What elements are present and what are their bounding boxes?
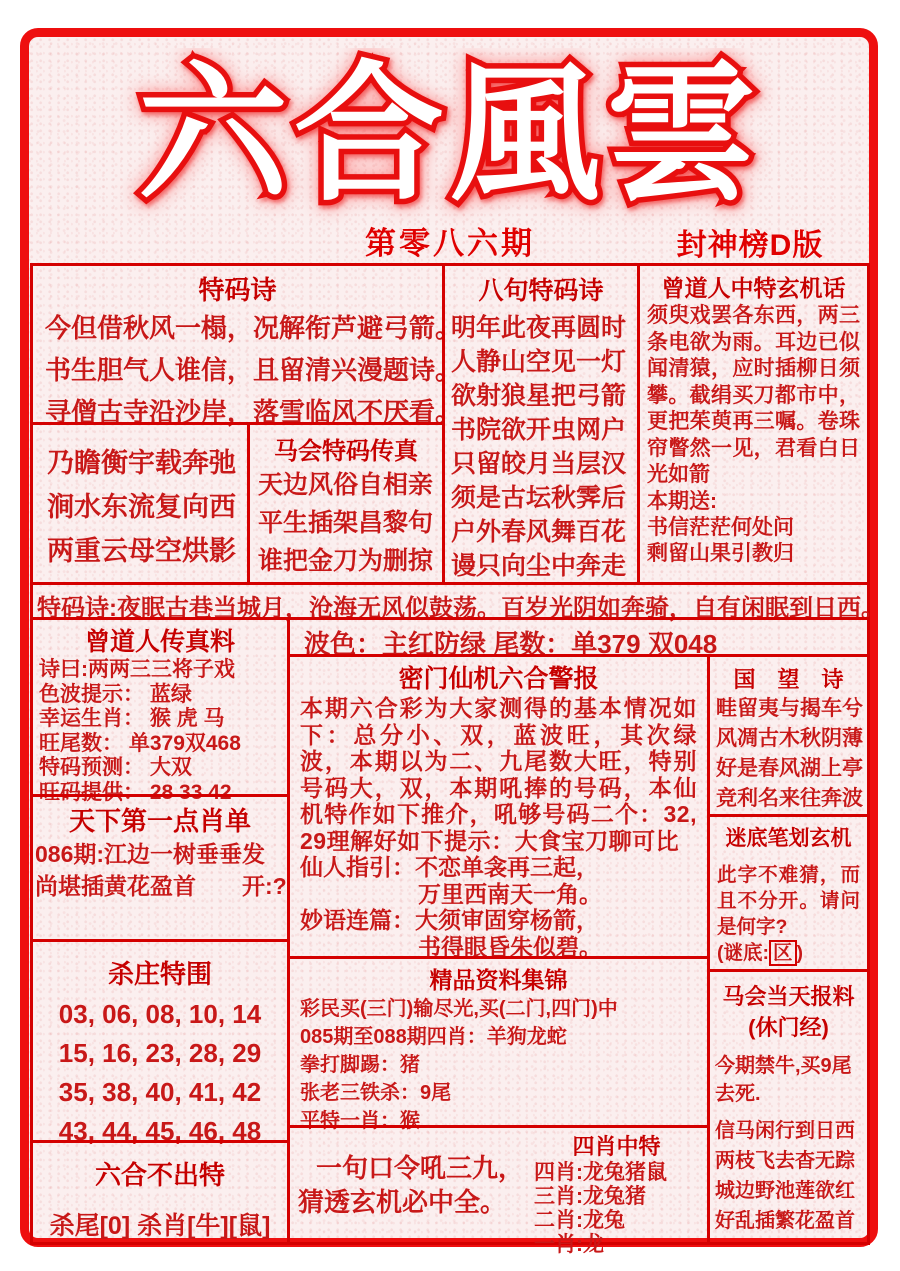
box-subtitle: (休门经) bbox=[748, 1015, 829, 1040]
page-title: 六合風雲 bbox=[137, 50, 763, 218]
info-line: 幸运生肖： 猴 虎 马 bbox=[39, 707, 225, 730]
poem-line: 两重云母空烘影 bbox=[47, 536, 236, 566]
riddle-answer bbox=[717, 940, 860, 966]
info-line: 旺尾数： 单379双468 bbox=[39, 731, 241, 755]
tip-line: 平特一肖：猴 bbox=[300, 1110, 420, 1132]
box-buchute bbox=[30, 1140, 290, 1245]
poem-line: 书生胆气人谁信，且留清兴漫题诗。 bbox=[45, 355, 462, 385]
box-title: 杀庄特围 bbox=[107, 959, 212, 989]
poem-line: 谁把金刀为删掠 bbox=[258, 547, 434, 575]
box-title: 精品资料集锦 bbox=[429, 967, 568, 993]
masthead-title-art bbox=[40, 48, 860, 233]
poem-line: 竞利名来往奔波 bbox=[716, 787, 863, 810]
box-guowang-shi bbox=[707, 654, 870, 817]
report-line: 城边野池莲欲红 bbox=[715, 1180, 855, 1202]
box-shazhuang bbox=[30, 939, 290, 1146]
box-title: 密门仙机六合警报 bbox=[398, 665, 599, 693]
forecast-body: 本期六合彩为大家测得的基本情况如下：总分小、双，蓝波旺，其次绿波，本期以为二、九尾数大旺，特别号码大，双，本期吼捧的号码，本仙机特作如下推介，吼够号码二个：32,29理解好如下提示：大食宝刀聊可比 bbox=[300, 695, 697, 854]
box-kouling-sixiao bbox=[287, 1125, 710, 1256]
poem-line: 书信茫茫何处问 bbox=[647, 515, 794, 539]
poem-line: 户外春风舞百花 bbox=[451, 518, 627, 546]
box-title: 四肖中特 bbox=[572, 1134, 661, 1159]
poem-line: 欲射狼星把弓箭 bbox=[451, 382, 627, 410]
poem-line: 风凋古木秋阴薄 bbox=[716, 727, 863, 750]
box-title: 天下第一点肖单 bbox=[68, 806, 251, 836]
riddle-answer-suffix: ) bbox=[796, 942, 804, 964]
box-mimen-jingbao bbox=[287, 654, 710, 959]
zodiac-line: 一肖:龙 bbox=[534, 1233, 604, 1256]
guide-line: 万里西南天一角。 bbox=[418, 880, 602, 907]
number-line: 35, 38, 40, 41, 42 bbox=[58, 1077, 262, 1107]
box-chuanzhen-liao bbox=[30, 617, 290, 804]
info-line: 诗曰:两两三三将子戏 bbox=[39, 658, 235, 681]
poem-line: 畦留夷与揭车兮 bbox=[716, 697, 863, 720]
kill-line: 杀尾[0] 杀肖[牛][鼠] bbox=[49, 1212, 271, 1240]
edition-label: 封神榜D版 bbox=[676, 229, 824, 262]
poem-line: 平生插架昌黎句 bbox=[258, 509, 434, 537]
zodiac-line: 三肖:龙兔猪 bbox=[534, 1185, 646, 1208]
zodiac-line: 二肖:龙兔 bbox=[534, 1209, 625, 1232]
box-title: 迷底笔划玄机 bbox=[725, 827, 852, 850]
strip-text: 波色：主红防绿 尾数：单379 双048 bbox=[304, 629, 718, 659]
box-title: 马会当天报料 bbox=[722, 984, 855, 1009]
strip-tema-shi bbox=[30, 582, 885, 622]
mystery-body: 须臾戏罢各东西，两三条电欲为雨。耳边已似闻清猿，应时插柳日须攀。截绢买刀都市中，更把茱萸再三嘱。卷珠帘瞥然一见，君看白日光如箭 bbox=[647, 304, 860, 486]
kouling-block bbox=[298, 1130, 534, 1240]
strip-bose bbox=[287, 617, 870, 657]
poem-line: 只留皎月当层汉 bbox=[451, 450, 627, 478]
hint-line: 尚堪插黄花盈首 开:? bbox=[35, 873, 287, 899]
info-line: 旺码提供： 28 33 42 bbox=[39, 780, 232, 804]
slogan-line: 猜透玄机必中全。 bbox=[298, 1187, 507, 1217]
poem-line: 剩留山果引教归 bbox=[647, 541, 794, 565]
poem-line: 乃瞻衡宇载奔弛 bbox=[47, 448, 236, 478]
poem-line: 人静山空见一灯 bbox=[451, 348, 627, 376]
tip-line: 085期至088期四肖：羊狗龙蛇 bbox=[300, 1026, 567, 1048]
box-dianxiao-dan bbox=[30, 794, 290, 942]
riddle-answer-prefix: (谜底: bbox=[717, 942, 769, 964]
number-line: 15, 16, 23, 28, 29 bbox=[58, 1038, 262, 1068]
info-line: 色波提示： 蓝绿 bbox=[39, 682, 192, 706]
guide-line: 仙人指引：不恋单衾再三起， bbox=[300, 854, 599, 880]
poem-line: 明年此夜再圆时 bbox=[451, 314, 627, 342]
tip-line: 彩民买(三门)输尽光,买(二门,四门)中 bbox=[300, 998, 618, 1020]
box-title: 曾道人中特玄机话 bbox=[661, 275, 846, 301]
box-midi-xuanji bbox=[707, 814, 870, 972]
box-mahui-chuanzhen bbox=[247, 422, 445, 585]
box-xuanji-hua bbox=[637, 263, 870, 585]
poem-line: 谩只向尘中奔走 bbox=[451, 552, 627, 580]
report-line: 好乱插繁花盈首 bbox=[715, 1210, 855, 1232]
box-jingpin bbox=[287, 956, 710, 1132]
tip-line: 拳打脚踢：猪 bbox=[300, 1054, 420, 1076]
zodiac-line: 四肖:龙兔猪鼠 bbox=[534, 1161, 667, 1184]
guide-line: 书得眼昏朱似碧。 bbox=[418, 933, 602, 960]
report-line: 今期禁牛,买9尾 bbox=[715, 1055, 852, 1077]
poem-line: 天边风俗自相亲 bbox=[258, 471, 434, 499]
box-title: 特码诗 bbox=[198, 275, 277, 305]
report-line: 信马闲行到日西 bbox=[715, 1120, 855, 1142]
box-title: 国 望 诗 bbox=[733, 667, 844, 692]
poem-line: 涧水东流复向西 bbox=[47, 492, 236, 522]
report-line: 两枝飞去杳无踪 bbox=[715, 1150, 855, 1172]
riddle-body: 此字不难猜，而且不分开。请问是何字? bbox=[717, 864, 860, 938]
info-line: 特码预测： 大双 bbox=[39, 756, 192, 779]
box-title: 六合不出特 bbox=[94, 1160, 225, 1190]
box-title: 曾道人传真料 bbox=[84, 628, 235, 656]
tip-line: 张老三铁杀：9尾 bbox=[300, 1082, 452, 1104]
box-baju-tema-shi bbox=[442, 263, 640, 585]
poem-line: 好是春风湖上亭 bbox=[716, 757, 863, 780]
poem-line: 今但借秋风一榻，况解衔芦避弓箭。 bbox=[45, 313, 462, 343]
strip-text: 特码诗:夜眠古巷当城月，沧海无风似鼓荡。百岁光阴如奔骑，自有闲眠到日西。 bbox=[37, 595, 885, 622]
sixiao-block bbox=[534, 1130, 699, 1256]
box-left-poem bbox=[30, 422, 250, 585]
box-title: 马会特码传真 bbox=[274, 438, 418, 465]
slogan-line: 一句口令吼三九， bbox=[316, 1153, 525, 1183]
hint-line: 086期:江边一树垂垂发 bbox=[35, 841, 266, 867]
number-line: 03, 06, 08, 10, 14 bbox=[58, 999, 262, 1029]
poem-line: 书院欲开虫网户 bbox=[451, 416, 627, 444]
poem-line: 寻僧古寺沿沙岸，落雪临风不厌看。 bbox=[45, 397, 462, 427]
riddle-answer-char: 区 bbox=[769, 940, 797, 966]
box-tema-shi bbox=[30, 263, 462, 427]
issue-number: 第零八六期 bbox=[365, 226, 535, 261]
box-baoliao bbox=[707, 969, 870, 1245]
number-line: 43, 44, 45, 46, 48 bbox=[58, 1116, 262, 1146]
poem-line: 须是古坛秋霁后 bbox=[451, 484, 627, 512]
box-title: 八句特码诗 bbox=[478, 277, 604, 305]
guide-line: 妙语连篇：大须审固穿杨箭， bbox=[300, 907, 599, 933]
report-line: 去死. bbox=[715, 1083, 761, 1105]
send-label: 本期送: bbox=[647, 489, 717, 513]
